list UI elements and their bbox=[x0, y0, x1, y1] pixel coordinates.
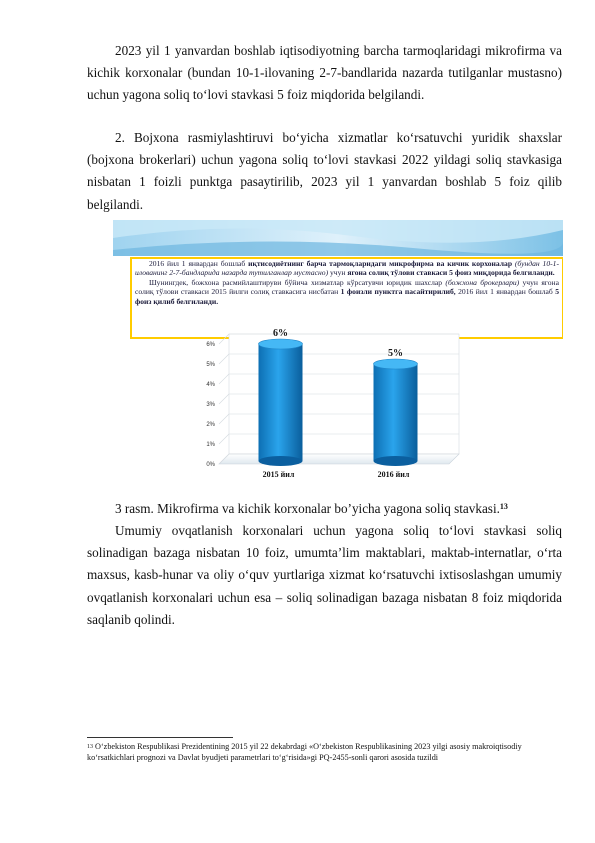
fig-t7: (божхона брокерлари) bbox=[445, 277, 520, 287]
figure-caption bbox=[87, 498, 562, 520]
y-tick-label: 3% bbox=[206, 402, 215, 408]
caption-footnote-ref: 13 bbox=[499, 502, 508, 511]
fig-t8: учун ягона солиқ тўлови ставкаси 2015 йилги солиқ ставкасига нисбатан bbox=[135, 277, 559, 297]
footnote-text: O‘zbekiston Respublikasi Prezidentining 2015 yil 22 dekabrdagi «O‘zbekiston Respublikasining 2023 yilgi asosiy makroiqtisodiy ko‘rsatkichlari prognozi va Davlat byudjeti parametrlari to‘g‘risida»gi PQ-2455-sonli qarori asosida tuzildi bbox=[87, 742, 522, 762]
paragraph-3: Umumiy ovqatlanish korxonalari uchun yagona soliq to‘lovi stavkasi soliq solinadigan bazaga nisbatan 10 foiz, umumta’lim maktablari, maktab-internatlar, o‘rta maxsus, kasb-hunar va oliy o‘quv yurtlariga xizmat ko‘rsatuvchi ixtisoslashgan umumiy ovqatlanish korxonalari uchun esa – soliq solinadigan bazaga nisbatan 8 foiz miqdorida saqlanib qolindi. bbox=[87, 523, 562, 627]
fig-t4: учун bbox=[328, 268, 348, 278]
fig-t11: 5 фоиз қилиб белгиланди. bbox=[135, 287, 559, 306]
paragraph-2: 2. Bojxona rasmiylashtiruvi bo‘yicha xizmatlar ko‘rsatuvchi yuridik shaxslar (bojxona brokerlari) uchun yagona soliq to‘lovi stavkasi 2022 yildagi soliq stavkasiga nisbatan 1 foizli punktga pasaytirilib, 2023 yil 1 yanvardan boshlab 5 foiz qilib belgilandi. bbox=[87, 130, 562, 212]
bar-body bbox=[374, 364, 418, 461]
bar-top bbox=[259, 339, 303, 349]
bar-base bbox=[259, 456, 303, 466]
category-label: 2015 йил bbox=[262, 470, 295, 479]
y-tick-label: 6% bbox=[206, 342, 215, 348]
bar-base bbox=[374, 456, 418, 466]
chart-floor bbox=[219, 454, 459, 464]
fig-t2: иқтисодиётнинг барча тармоқларидаги микрофирма ва кичик корхоналар bbox=[248, 259, 513, 268]
fig-t5: ягона солиқ тўлови ставкаси 5 фоиз миқдорида белгиланди. bbox=[347, 268, 555, 278]
y-tick-label: 5% bbox=[206, 362, 215, 368]
y-tick-label: 1% bbox=[206, 442, 215, 448]
bar-body bbox=[259, 344, 303, 461]
fig-t10: 2016 йил 1 январдан бошлаб bbox=[455, 287, 556, 297]
y-tick-label: 0% bbox=[206, 462, 215, 468]
data-label: 6% bbox=[273, 328, 288, 339]
y-tick-label: 4% bbox=[206, 382, 215, 388]
footnote-marker: 13 bbox=[87, 744, 93, 750]
category-label: 2016 йил bbox=[377, 470, 410, 479]
fig-t3: (бундан 10-1-илованинг 2-7-бандларида назарда тутилганлар мустасно) bbox=[135, 259, 559, 278]
fig-t6: Шунингдек, божхона расмийлаштируви бўйича хизматлар кўрсатувчи юридик шахслар bbox=[149, 277, 446, 287]
data-label: 5% bbox=[388, 348, 403, 359]
figure-graphic bbox=[113, 220, 563, 482]
paragraph-1: 2023 yil 1 yanvardan boshlab iqtisodiyotning barcha tarmoqlaridagi mikrofirma va kichik korxonalar (bundan 10-1-ilovaning 2-7-bandlarida nazarda tutilganlar mustasno) uchun yagona soliq to‘lovi stavkasi 5 foiz miqdorida belgilandi. bbox=[87, 43, 562, 103]
bar-chart bbox=[206, 328, 459, 479]
footnote-divider bbox=[87, 737, 233, 738]
caption-text: 3 rasm. Mikrofirma va kichik korxonalar bo’yicha yagona soliq stavkasi. bbox=[115, 501, 500, 516]
footnote bbox=[87, 742, 562, 763]
figure-3 bbox=[113, 220, 563, 482]
fig-t9: 1 фоизли пунктга пасайтирилиб, bbox=[340, 287, 456, 297]
y-tick-label: 2% bbox=[206, 422, 215, 428]
bar-top bbox=[374, 359, 418, 369]
fig-t1: 2016 йил 1 январдан бошлаб bbox=[149, 259, 249, 268]
